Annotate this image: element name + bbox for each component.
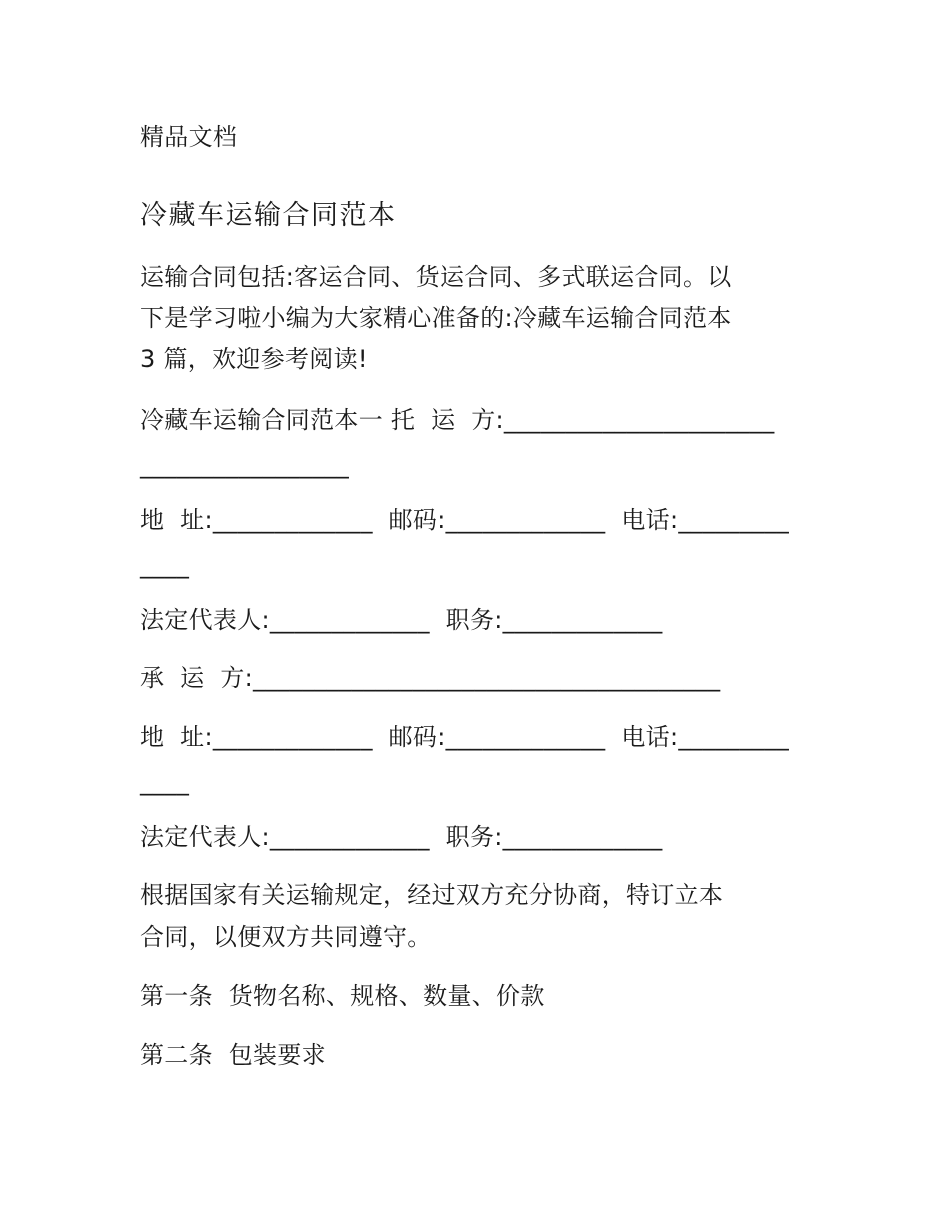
carrier-address-cont: ____ [140, 768, 190, 796]
document-header: 精品文档 [140, 123, 238, 151]
carrier-representative-line: 法定代表人:_____________ 职务:_____________ [140, 823, 663, 851]
shipper-address-line: 地 址:_____________ 邮码:_____________ 电话:_________ [140, 506, 790, 534]
shipper-line: 冷藏车运输合同范本一 托 运 方:______________________ [140, 406, 775, 434]
carrier-address-line: 地 址:_____________ 邮码:_____________ 电话:_________ [140, 723, 790, 751]
article-2: 第二条 包装要求 [140, 1041, 326, 1069]
preamble-line-2: 合同，以便双方共同遵守。 [140, 923, 432, 951]
article-1: 第一条 货物名称、规格、数量、价款 [140, 982, 545, 1010]
shipper-address-cont: ____ [140, 551, 190, 579]
shipper-line-cont: _________________ [140, 451, 350, 479]
document-title: 冷藏车运输合同范本 [140, 200, 397, 231]
preamble-line-1: 根据国家有关运输规定，经过双方充分协商，特订立本 [140, 881, 724, 909]
intro-line-1: 运输合同包括:客运合同、货运合同、多式联运合同。以 [140, 263, 732, 291]
intro-line-3: 3 篇，欢迎参考阅读! [140, 345, 368, 373]
intro-line-2: 下是学习啦小编为大家精心准备的:冷藏车运输合同范本 [140, 304, 732, 332]
shipper-representative-line: 法定代表人:_____________ 职务:_____________ [140, 606, 663, 634]
carrier-line: 承 运 方:______________________________________ [140, 664, 721, 692]
